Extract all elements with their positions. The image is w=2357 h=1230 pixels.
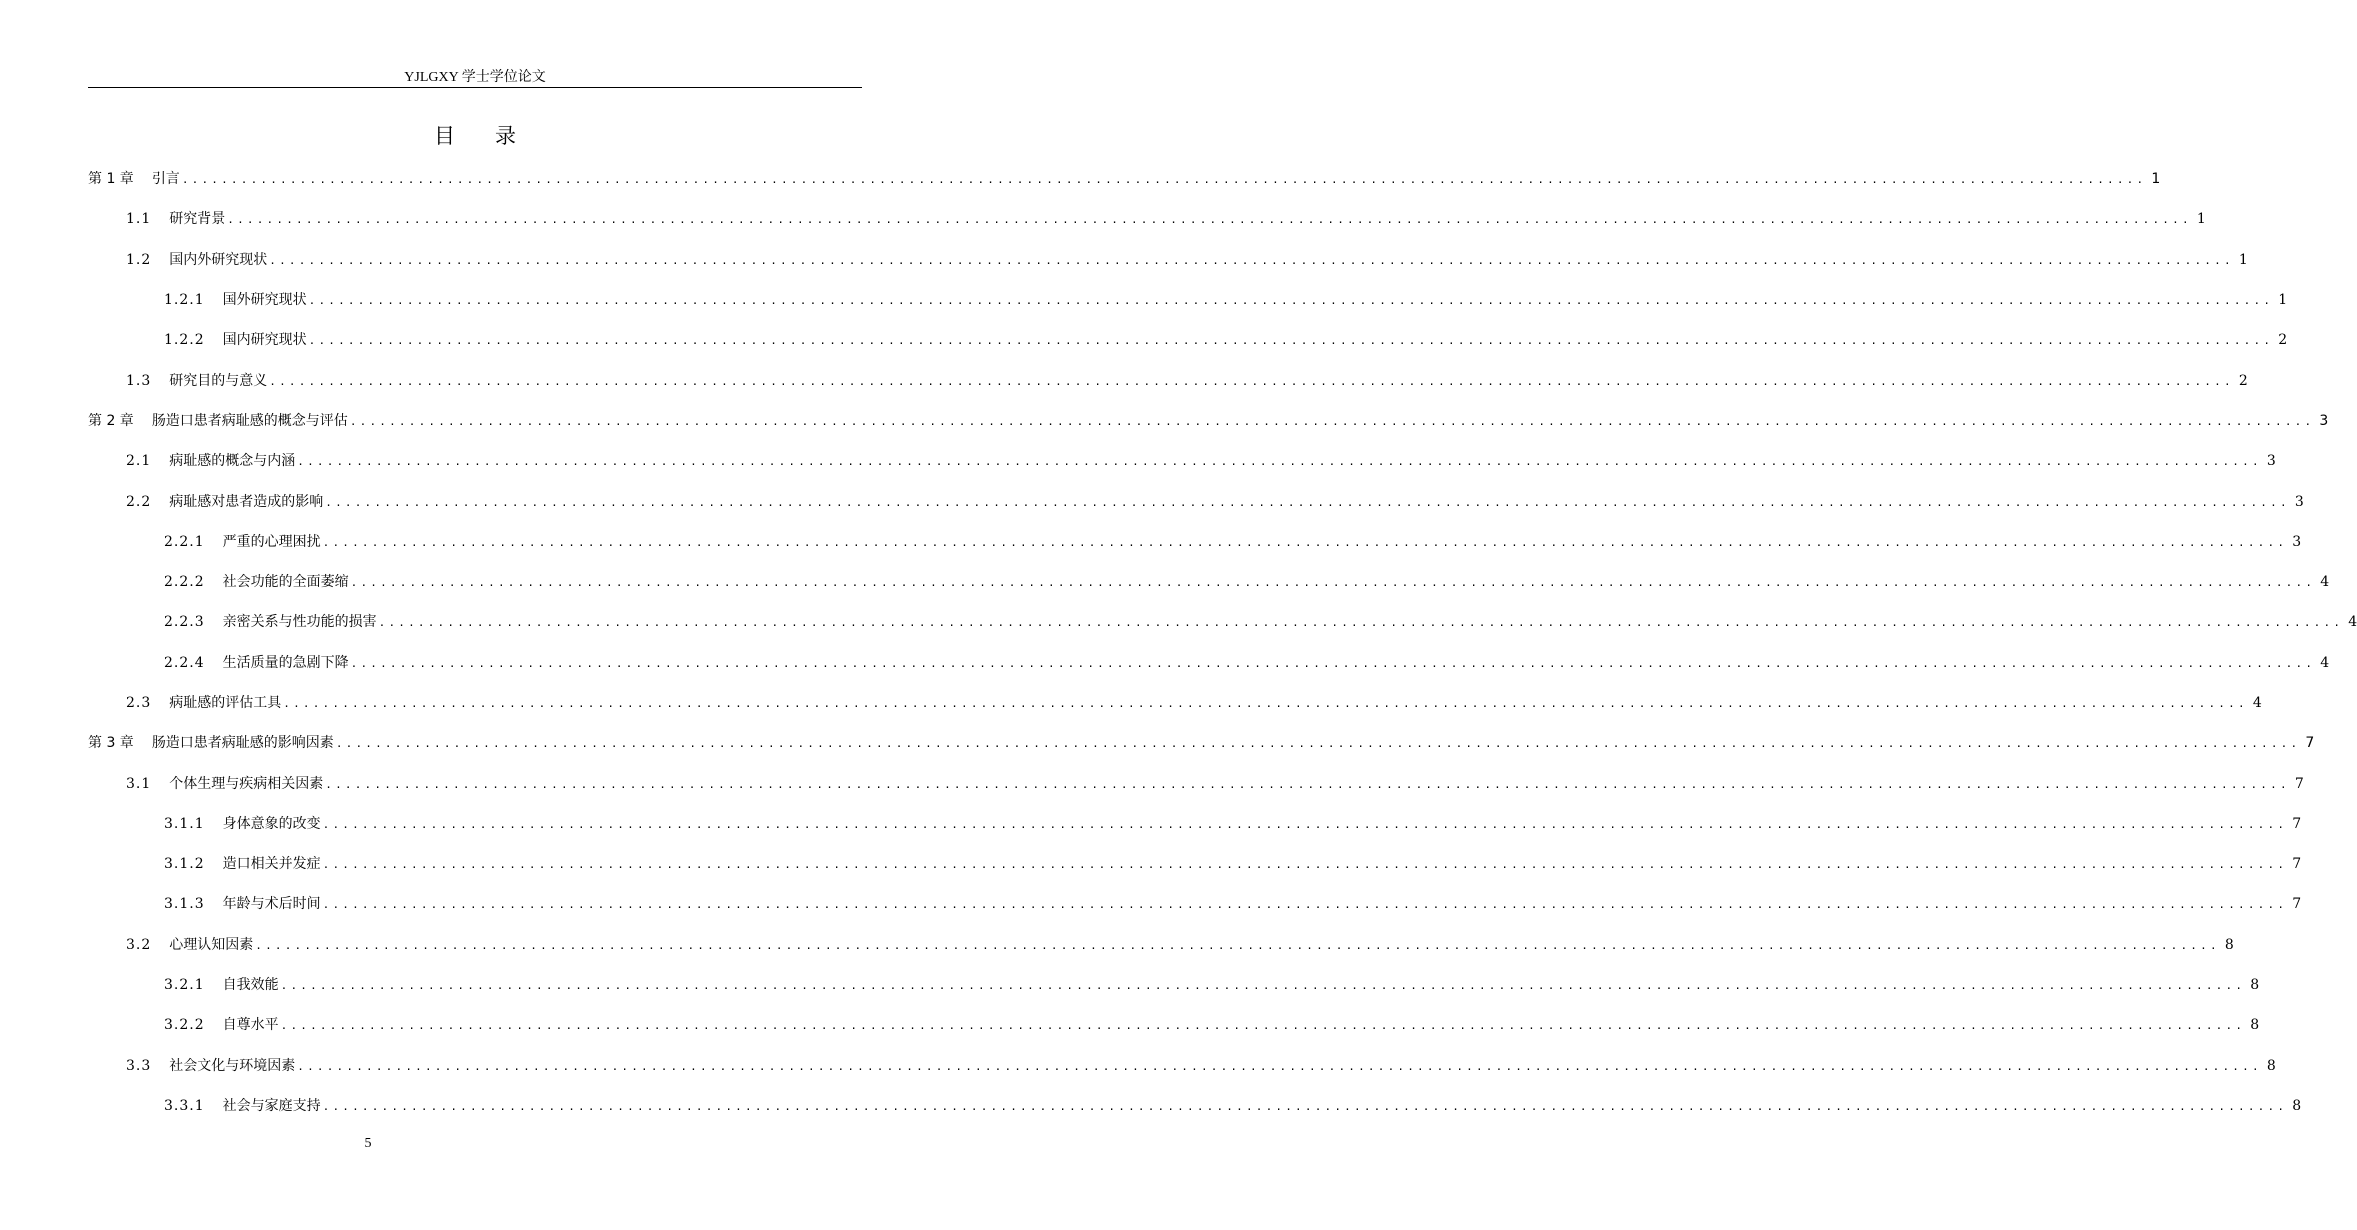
- toc-entry-line: [126, 450, 2276, 470]
- toc-entry-label: 社会与家庭支持: [222, 1097, 321, 1114]
- toc-entry-line: [88, 732, 2315, 752]
- toc-entry-label: 研究目的与意义: [169, 372, 268, 389]
- toc-entry-page: 7: [2292, 856, 2302, 873]
- toc-leader-dots: ........................................................................................................................................................................................................: [322, 817, 2288, 831]
- toc-entry-label: 肠造口患者病耻感的概念与评估: [151, 412, 348, 429]
- table-of-contents: [88, 158, 2357, 1125]
- toc-leader-dots: ........................................................................................................................................................................................................: [255, 938, 2220, 952]
- toc-leader-dots: ........................................................................................................................................................................................................: [325, 495, 2290, 509]
- toc-entry-line: [126, 370, 2248, 390]
- toc-entry[interactable]: [88, 883, 2302, 923]
- toc-entry-page: 3: [2266, 453, 2276, 470]
- toc-leader-dots: ........................................................................................................................................................................................................: [350, 656, 2316, 670]
- toc-leader-dots: ........................................................................................................................................................................................................: [335, 737, 2301, 751]
- toc-leader-dots: ........................................................................................................................................................................................................: [181, 173, 2147, 187]
- toc-leader-dots: ........................................................................................................................................................................................................: [227, 213, 2192, 227]
- toc-leader-dots: ........................................................................................................................................................................................................: [280, 1019, 2246, 1033]
- toc-entry-page: 4: [2320, 574, 2330, 591]
- toc-leader-dots: ........................................................................................................................................................................................................: [308, 294, 2274, 308]
- toc-entry-page: 3: [2292, 533, 2302, 550]
- toc-leader-dots: ........................................................................................................................................................................................................: [322, 535, 2288, 549]
- toc-leader-dots: ........................................................................................................................................................................................................: [349, 414, 2315, 428]
- toc-entry[interactable]: [88, 359, 2248, 399]
- header-rule: [88, 87, 862, 88]
- toc-entry-page: 4: [2320, 654, 2330, 671]
- toc-leader-dots: ........................................................................................................................................................................................................: [378, 616, 2344, 630]
- toc-entry[interactable]: [88, 601, 2357, 641]
- toc-title: 目录: [434, 124, 556, 148]
- toc-entry[interactable]: [88, 843, 2302, 883]
- toc-entry-label: 研究背景: [169, 211, 226, 228]
- toc-entry-label: 国外研究现状: [222, 292, 307, 309]
- toc-entry-number: 2.2.4: [164, 654, 205, 671]
- toc-entry[interactable]: [88, 239, 2248, 279]
- toc-entry-number: 1.2: [126, 251, 152, 268]
- toc-entry-line: [164, 329, 2288, 349]
- toc-entry-label: 病耻感的概念与内涵: [169, 453, 296, 470]
- toc-leader-dots: ........................................................................................................................................................................................................: [269, 374, 2234, 388]
- toc-entry-label: 造口相关并发症: [222, 856, 321, 873]
- toc-entry-number: 第 3 章: [88, 735, 134, 752]
- toc-entry-line: [164, 1095, 2302, 1115]
- toc-entry[interactable]: [88, 561, 2330, 601]
- toc-leader-dots: ........................................................................................................................................................................................................: [297, 1059, 2262, 1073]
- toc-entry-number: 1.2.1: [164, 292, 205, 309]
- running-header: YJLGXY 学士学位论文: [404, 70, 546, 85]
- toc-entry[interactable]: [88, 762, 2304, 802]
- toc-entry-number: 3.1.3: [164, 896, 205, 913]
- toc-entry[interactable]: [88, 803, 2302, 843]
- toc-entry-page: 8: [2250, 977, 2260, 994]
- toc-entry[interactable]: [88, 642, 2330, 682]
- toc-entry[interactable]: [88, 964, 2260, 1004]
- toc-entry-label: 国内研究现状: [222, 332, 307, 349]
- toc-entry-label: 社会文化与环境因素: [169, 1057, 296, 1074]
- toc-entry-number: 第 2 章: [88, 412, 134, 429]
- toc-entry-page: 7: [2294, 775, 2304, 792]
- toc-entry-number: 3.3.1: [164, 1097, 205, 1114]
- toc-entry-label: 引言: [151, 171, 180, 188]
- toc-entry-label: 身体意象的改变: [222, 815, 321, 832]
- toc-entry-line: [126, 208, 2206, 228]
- toc-entry-label: 肠造口患者病耻感的影响因素: [151, 735, 334, 752]
- toc-entry[interactable]: [88, 279, 2288, 319]
- toc-entry[interactable]: [88, 722, 2315, 762]
- toc-entry-page: 2: [2278, 332, 2288, 349]
- toc-entry-page: 1: [2278, 292, 2288, 309]
- toc-entry-number: 1.2.2: [164, 332, 205, 349]
- toc-entry-line: [164, 571, 2330, 591]
- toc-entry-number: 2.2.2: [164, 574, 205, 591]
- toc-entry-number: 3.2.2: [164, 1017, 205, 1034]
- toc-entry-number: 3.3: [126, 1057, 152, 1074]
- toc-entry-page: 7: [2305, 735, 2315, 752]
- toc-entry-label: 严重的心理困扰: [222, 533, 321, 550]
- toc-leader-dots: ........................................................................................................................................................................................................: [322, 1099, 2288, 1113]
- toc-entry-page: 4: [2252, 695, 2262, 711]
- toc-entry-line: [164, 652, 2330, 672]
- toc-entry-number: 2.2.1: [164, 533, 205, 550]
- toc-entry-page: 1: [2238, 251, 2248, 268]
- toc-entry-line: [164, 531, 2302, 551]
- toc-leader-dots: ........................................................................................................................................................................................................: [350, 576, 2316, 590]
- toc-entry-number: 1.1: [126, 211, 152, 228]
- toc-leader-dots: ........................................................................................................................................................................................................: [280, 979, 2246, 993]
- toc-entry-number: 2.1: [126, 453, 152, 470]
- toc-entry[interactable]: [88, 1085, 2302, 1125]
- toc-entry-line: [164, 853, 2302, 873]
- toc-entry-label: 年龄与术后时间: [222, 896, 321, 913]
- toc-entry-page: 4: [2348, 614, 2357, 631]
- toc-entry[interactable]: [88, 924, 2234, 964]
- toc-leader-dots: ........................................................................................................................................................................................................: [269, 253, 2234, 267]
- toc-leader-dots: ........................................................................................................................................................................................................: [308, 334, 2274, 348]
- toc-entry-page: 8: [2266, 1057, 2276, 1074]
- toc-entry-line: [88, 168, 2161, 188]
- toc-entry-label: 生活质量的急剧下降: [222, 654, 349, 671]
- toc-entry-number: 2.3: [126, 695, 152, 711]
- toc-entry-line: [164, 611, 2357, 631]
- toc-entry-page: 7: [2292, 896, 2302, 913]
- toc-entry-page: 1: [2151, 171, 2161, 188]
- toc-entry-number: 3.2.1: [164, 977, 205, 994]
- toc-entry[interactable]: [88, 319, 2288, 359]
- toc-entry-label: 心理认知因素: [169, 936, 254, 953]
- toc-entry[interactable]: [88, 1045, 2276, 1085]
- toc-entry-page: 3: [2319, 412, 2329, 429]
- toc-entry-number: 3.1: [126, 775, 152, 792]
- toc-entry[interactable]: [88, 400, 2329, 440]
- toc-entry-label: 病耻感的评估工具: [169, 695, 282, 711]
- toc-entry-line: [126, 1055, 2276, 1075]
- toc-entry[interactable]: [88, 480, 2304, 520]
- toc-entry-number: 3.1.1: [164, 815, 205, 832]
- toc-leader-dots: ........................................................................................................................................................................................................: [322, 898, 2288, 912]
- toc-entry-line: [126, 491, 2304, 511]
- toc-entry-number: 3.1.2: [164, 856, 205, 873]
- toc-entry-page: 1: [2196, 211, 2206, 228]
- toc-entry-line: [126, 249, 2248, 269]
- toc-entry-line: [164, 289, 2288, 309]
- toc-entry-page: 8: [2292, 1097, 2302, 1114]
- page-number: 5: [364, 1136, 372, 1151]
- toc-entry-line: [126, 692, 2262, 712]
- toc-entry-line: [164, 813, 2302, 833]
- toc-entry-page: 7: [2292, 815, 2302, 832]
- toc-entry-line: [164, 1014, 2260, 1034]
- toc-leader-dots: ........................................................................................................................................................................................................: [297, 455, 2262, 469]
- toc-entry-page: 8: [2224, 936, 2234, 953]
- toc-entry-number: 2.2: [126, 493, 152, 510]
- toc-leader-dots: ........................................................................................................................................................................................................: [322, 858, 2288, 872]
- toc-entry-label: 自尊水平: [222, 1017, 279, 1034]
- toc-entry-number: 第 1 章: [88, 171, 134, 188]
- toc-leader-dots: ........................................................................................................................................................................................................: [283, 697, 2248, 710]
- toc-entry[interactable]: [88, 198, 2206, 238]
- toc-entry-line: [164, 974, 2260, 994]
- toc-entry-line: [126, 934, 2234, 954]
- toc-entry-page: 2: [2238, 372, 2248, 389]
- toc-entry-number: 2.2.3: [164, 614, 205, 631]
- toc-entry-page: 8: [2250, 1017, 2260, 1034]
- toc-entry-line: [88, 410, 2329, 430]
- toc-entry[interactable]: [88, 158, 2161, 198]
- toc-entry-label: 社会功能的全面萎缩: [222, 574, 349, 591]
- toc-entry-number: 1.3: [126, 372, 152, 389]
- toc-leader-dots: ........................................................................................................................................................................................................: [325, 777, 2290, 791]
- toc-entry[interactable]: [88, 1004, 2260, 1044]
- toc-entry[interactable]: [88, 682, 2262, 722]
- toc-entry[interactable]: [88, 440, 2276, 480]
- toc-entry-label: 个体生理与疾病相关因素: [169, 775, 324, 792]
- toc-entry-number: 3.2: [126, 936, 152, 953]
- toc-entry-label: 国内外研究现状: [169, 251, 268, 268]
- toc-entry[interactable]: [88, 521, 2302, 561]
- toc-entry-page: 3: [2294, 493, 2304, 510]
- toc-entry-label: 亲密关系与性功能的损害: [222, 614, 377, 631]
- toc-entry-label: 病耻感对患者造成的影响: [169, 493, 324, 510]
- toc-entry-line: [164, 893, 2302, 913]
- toc-entry-line: [126, 773, 2304, 793]
- toc-entry-label: 自我效能: [222, 977, 279, 994]
